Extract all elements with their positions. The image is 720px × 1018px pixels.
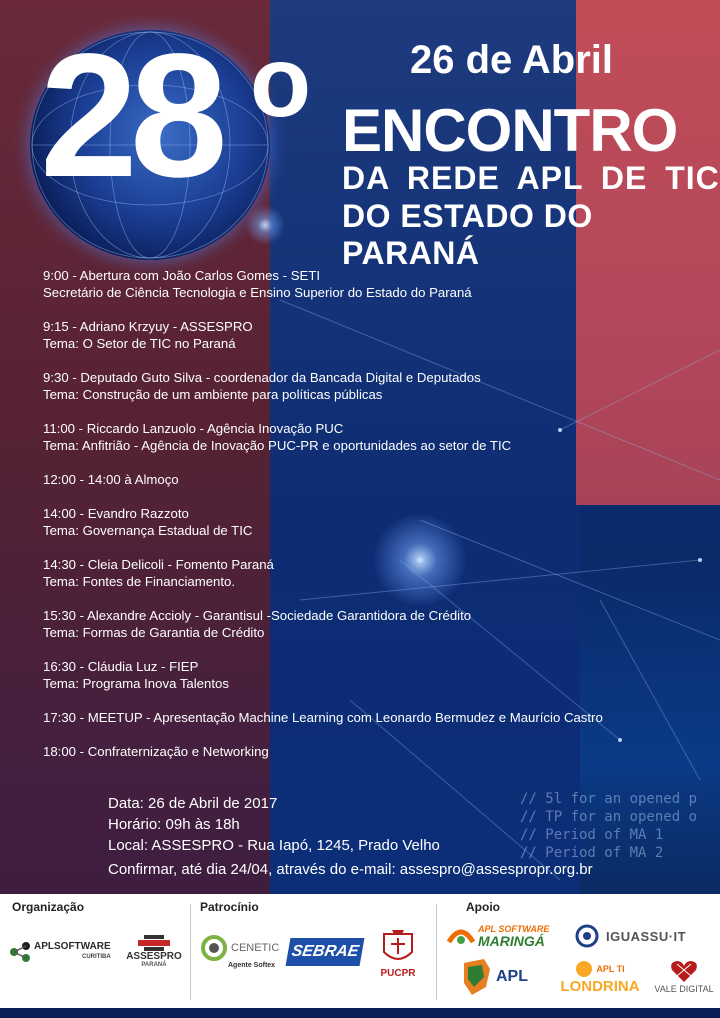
footer-divider [436, 904, 437, 1000]
schedule-item-topic: Tema: Governança Estadual de TIC [43, 523, 253, 538]
schedule-item-title: 12:00 - 14:00 à Almoço [43, 472, 179, 487]
logo-text: LONDRINA [560, 977, 640, 995]
section-title: Patrocínio [200, 900, 259, 914]
event-info-location: Local: ASSESPRO - Rua Iapó, 1245, Prado Velho [108, 837, 440, 854]
schedule-item-title: 9:00 - Abertura com João Carlos Gomes - SETI [43, 268, 321, 283]
logo-text: CENETIC [231, 941, 280, 954]
logo-iguassu-it [574, 922, 710, 950]
logo-apl-ti-londrina [554, 956, 646, 998]
schedule-item-title: 18:00 - Confraternização e Networking [43, 744, 269, 759]
section-title: Organização [12, 900, 85, 914]
apl-network-icon [8, 940, 32, 964]
logo-text: Agente Softex [228, 961, 276, 969]
logo-text: ASSESPRO [126, 950, 182, 962]
schedule-item-topic: Tema: O Setor de TIC no Paraná [43, 336, 236, 351]
schedule-item-title: 11:00 - Riccardo Lanzuolo - Agência Inovação PUC [43, 421, 344, 436]
schedule-item [43, 471, 703, 488]
schedule-item-topic: Tema: Fontes de Financiamento. [43, 574, 236, 589]
event-subtitle-line2: DO ESTADO DO PARANÁ [342, 198, 593, 271]
schedule-item-title: 15:30 - Alexandre Accioly - Garantisul -Sociedade Garantidora de Crédito [43, 608, 472, 623]
logo-text: PUCPR [380, 967, 416, 979]
footer-bottom-bar [0, 1008, 720, 1018]
schedule-item [43, 420, 703, 454]
schedule-item [43, 556, 703, 590]
event-info-rsvp: Confirmar, até dia 24/04, através do e-mail: assespro@assespropr.org.br [108, 861, 593, 878]
logo-text: SEBRAE [290, 943, 360, 960]
logo-cenetic [200, 926, 282, 976]
footer-divider [190, 904, 191, 1000]
schedule-item [43, 267, 703, 301]
logo-vale-digital [654, 952, 714, 1000]
section-apoio [446, 894, 714, 1008]
logo-aplsoftware-curitiba [8, 934, 116, 970]
assespro-mark-icon [136, 935, 172, 951]
schedule-item [43, 505, 703, 539]
vale-digital-heart-icon [669, 958, 699, 984]
schedule-list [43, 267, 703, 777]
section-title: Apoio [466, 900, 500, 914]
logo-text: APL [496, 968, 528, 985]
logo-text: APLSOFTWARE [34, 941, 111, 952]
event-title: ENCONTRO [342, 97, 678, 164]
logo-text: PARANÁ [141, 961, 167, 968]
event-subtitle-line1: DA REDE APL DE TIC [342, 160, 720, 196]
schedule-item-topic: Tema: Formas de Garantia de Crédito [43, 625, 265, 640]
logo-text: MARINGÁ [478, 933, 545, 949]
logo-apl-software-maringa [446, 918, 566, 952]
schedule-item-title: 16:30 - Cláudia Luz - FIEP [43, 659, 199, 674]
logo-apl [462, 956, 542, 998]
logo-sebrae [286, 938, 365, 966]
edition-number: 28 [40, 18, 220, 214]
schedule-item [43, 318, 703, 352]
edition-ordinal-mark: o [250, 26, 312, 138]
schedule-item-title: 14:30 - Cleia Delicoli - Fomento Paraná [43, 557, 274, 572]
logo-text: CURITIBA [82, 954, 111, 960]
code-line: // 5l for an opened p [520, 791, 698, 807]
schedule-item [43, 709, 703, 726]
code-line: // Period of MA 1 [520, 827, 664, 843]
section-organizacao [12, 894, 187, 1008]
logo-pucpr [372, 920, 424, 986]
schedule-item-title: 17:30 - MEETUP - Apresentação Machine Learning com Leonardo Bermudez e Maurício Castro [43, 710, 603, 725]
cenetic-ring-icon [200, 934, 228, 962]
pucpr-crest-icon [380, 928, 416, 968]
londrina-mark-icon [575, 960, 593, 978]
schedule-item-title: 9:30 - Deputado Guto Silva - coordenador da Bancada Digital e Deputados [43, 370, 481, 385]
logo-text: VALE DIGITAL [654, 984, 714, 994]
schedule-item-title: 9:15 - Adriano Krzyuy - ASSESPRO [43, 319, 253, 334]
iguassu-ring-icon [574, 923, 600, 949]
code-line: // TP for an opened o [520, 809, 698, 825]
logo-text: APL SOFTWARE [478, 924, 550, 934]
schedule-item-topic: Secretário de Ciência Tecnologia e Ensino Superior do Estado do Paraná [43, 285, 472, 300]
schedule-item [43, 607, 703, 641]
schedule-item [43, 658, 703, 692]
schedule-item [43, 743, 703, 760]
sponsors-footer [0, 894, 720, 1008]
logo-text: APL TI [596, 963, 625, 974]
code-line: // Period of MA 2 [520, 845, 664, 861]
schedule-item-topic: Tema: Construção de um ambiente para políticas públicas [43, 387, 383, 402]
parana-map-icon [462, 957, 492, 997]
event-info-hours: Horário: 09h às 18h [108, 816, 240, 833]
schedule-item [43, 369, 703, 403]
apl-maringa-mark-icon [446, 920, 476, 950]
logo-assespro [122, 928, 186, 974]
logo-text: IGUASSU·IT [606, 928, 687, 944]
event-date-heading: 26 de Abril [410, 38, 614, 82]
schedule-item-title: 14:00 - Evandro Razzoto [43, 506, 189, 521]
schedule-item-topic: Tema: Anfitrião - Agência de Inovação PUC-PR e oportunidades ao setor de TIC [43, 438, 512, 453]
event-info [108, 793, 593, 880]
schedule-item-topic: Tema: Programa Inova Talentos [43, 676, 229, 691]
event-info-date: Data: 26 de Abril de 2017 [108, 795, 278, 812]
section-patrocinio [200, 894, 430, 1008]
